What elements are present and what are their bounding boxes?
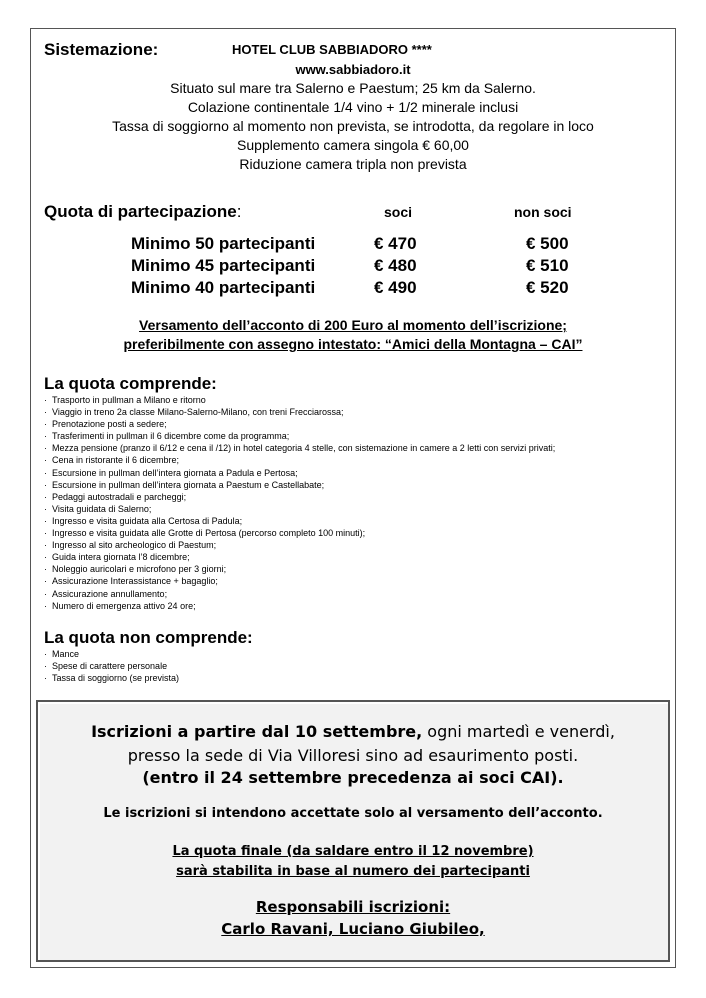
info-line: Riduzione camera tripla non prevista [239, 156, 467, 172]
quota-label [44, 202, 241, 222]
list-item: · Guida intera giornata l’8 dicembre; [44, 551, 555, 563]
info-line: Situato sul mare tra Salerno e Paestum; 25 km da Salerno. [170, 80, 536, 96]
iscrizioni-priority: (entro il 24 settembre precedenza ai soci CAI). [142, 768, 564, 787]
list-item: · Assicurazione annullamento; [44, 588, 555, 600]
list-item: · Viaggio in treno 2a classe Milano-Salerno-Milano, con treni Frecciarossa; [44, 406, 555, 418]
final-quota-note: La quota finale (da saldare entro il 12 novembre) [172, 844, 534, 859]
list-item: · Trasferimenti in pullman il 6 dicembre come da programma; [44, 430, 555, 442]
quota-label-colon: : [236, 202, 242, 221]
comprende-heading: La quota comprende: [44, 374, 217, 393]
quota-label-text: Quota di partecipazione [44, 202, 237, 221]
price-soci: € 470 [374, 234, 417, 253]
info-line: Supplemento camera singola € 60,00 [237, 137, 469, 153]
iscrizioni-days: ogni martedì e venerdì, [422, 722, 615, 741]
info-line: Tassa di soggiorno al momento non prevista, se introdotta, da regolare in loco [112, 118, 594, 134]
deposit-note: preferibilmente con assegno intestato: “Amici della Montagna – CAI” [123, 336, 583, 352]
iscrizioni-box [36, 700, 670, 962]
iscrizioni-acceptance: Le iscrizioni si intendono accettate solo al versamento dell’acconto. [103, 806, 603, 821]
price-non-soci: € 520 [526, 278, 569, 297]
list-item: · Ingresso e visita guidata alle Grotte di Pertosa (percorso completo 100 minuti); [44, 527, 555, 539]
non-comprende-list [44, 648, 179, 684]
list-item: · Pedaggi autostradali e parcheggi; [44, 491, 555, 503]
hotel-name: HOTEL CLUB SABBIADORO **** [232, 42, 432, 57]
list-item: · Ingresso al sito archeologico di Paestum; [44, 539, 555, 551]
price-row-label: Minimo 40 partecipanti [131, 278, 316, 297]
list-item: · Spese di carattere personale [44, 660, 179, 672]
hotel-website: www.sabbiadoro.it [295, 62, 411, 77]
final-quota-note: sarà stabilita in base al numero dei partecipanti [176, 864, 530, 879]
comprende-list [44, 394, 555, 612]
list-item: · Tassa di soggiorno (se prevista) [44, 672, 179, 684]
price-non-soci: € 500 [526, 234, 569, 253]
responsabili-heading: Responsabili iscrizioni: [255, 898, 451, 916]
sistemazione-label: Sistemazione: [44, 40, 159, 59]
price-non-soci: € 510 [526, 256, 569, 275]
iscrizioni-location: presso la sede di Via Villoresi sino ad esaurimento posti. [127, 746, 579, 765]
list-item: · Trasporto in pullman a Milano e ritorno [44, 394, 555, 406]
iscrizioni-date: Iscrizioni a partire dal 10 settembre, [91, 722, 423, 741]
responsabili-names: Carlo Ravani, Luciano Giubileo, [221, 920, 485, 938]
iscrizioni-line [38, 722, 668, 741]
price-soci: € 480 [374, 256, 417, 275]
price-soci: € 490 [374, 278, 417, 297]
price-row-label: Minimo 50 partecipanti [131, 234, 316, 253]
list-item: · Mezza pensione (pranzo il 6/12 e cena il /12) in hotel categoria 4 stelle, con sistemazione in camere a 2 letti con servizi privati; [44, 442, 555, 454]
non-comprende-heading: La quota non comprende: [44, 628, 253, 647]
list-item: · Visita guidata di Salerno; [44, 503, 555, 515]
column-header-soci: soci [384, 204, 413, 220]
list-item: · Escursione in pullman dell’intera giornata a Padula e Pertosa; [44, 467, 555, 479]
price-row-label: Minimo 45 partecipanti [131, 256, 316, 275]
list-item: · Numero di emergenza attivo 24 ore; [44, 600, 555, 612]
deposit-note: Versamento dell’acconto di 200 Euro al momento dell’iscrizione; [139, 317, 567, 333]
list-item: · Assicurazione Interassistance + bagaglio; [44, 575, 555, 587]
list-item: · Noleggio auricolari e microfono per 3 giorni; [44, 563, 555, 575]
list-item: · Prenotazione posti a sedere; [44, 418, 555, 430]
column-header-non-soci: non soci [514, 204, 572, 220]
list-item: · Cena in ristorante il 6 dicembre; [44, 454, 555, 466]
info-line: Colazione continentale 1/4 vino + 1/2 minerale inclusi [187, 99, 519, 115]
list-item: · Mance [44, 648, 179, 660]
list-item: · Escursione in pullman dell’intera giornata a Paestum e Castellabate; [44, 479, 555, 491]
list-item: · Ingresso e visita guidata alla Certosa di Padula; [44, 515, 555, 527]
